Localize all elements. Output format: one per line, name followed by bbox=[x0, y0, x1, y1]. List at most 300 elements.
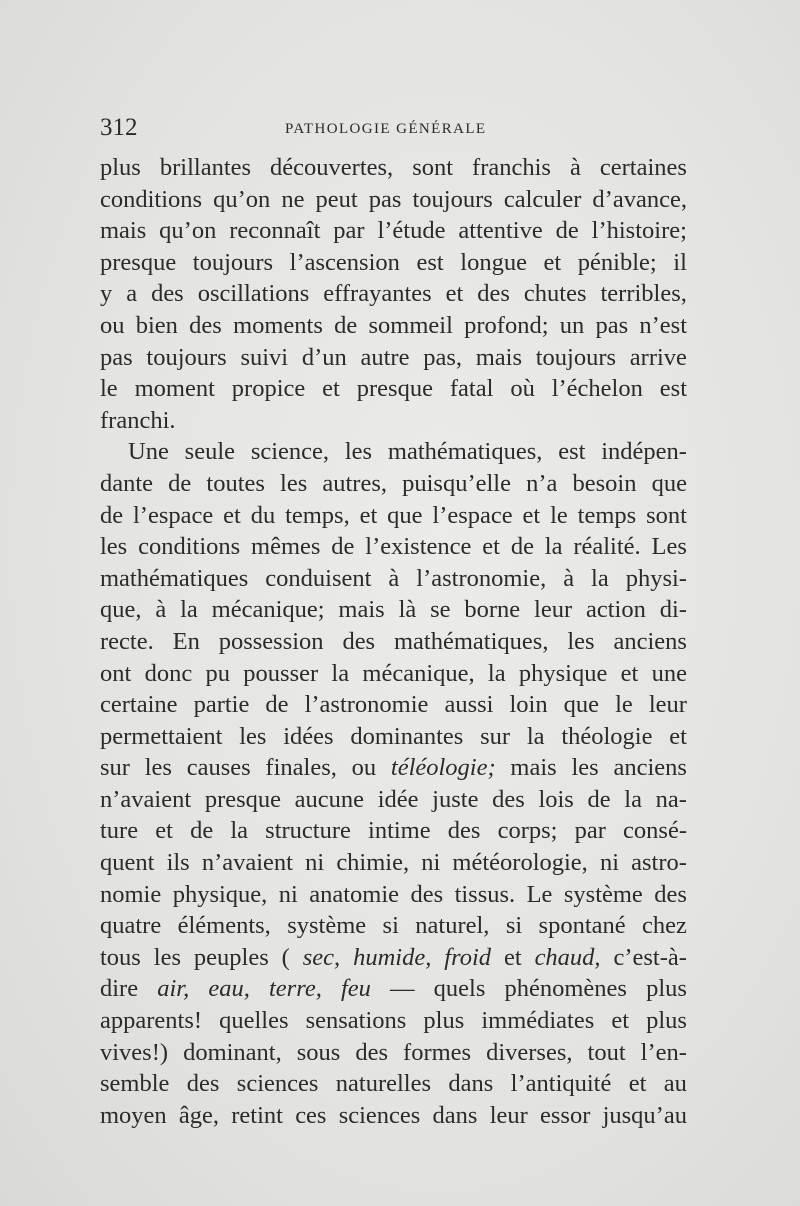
text-line bbox=[100, 752, 687, 784]
word: les bbox=[153, 943, 181, 971]
word: à bbox=[155, 596, 167, 624]
word: et bbox=[445, 280, 464, 308]
word: quent bbox=[100, 849, 155, 877]
word: physique, bbox=[172, 880, 268, 908]
word: ont bbox=[100, 659, 132, 687]
word: bien bbox=[135, 311, 178, 339]
word: franchi. bbox=[100, 406, 176, 434]
word: vives!) bbox=[100, 1038, 169, 1066]
word: besoin bbox=[572, 469, 637, 497]
word: profond; bbox=[464, 311, 549, 339]
text-line bbox=[100, 342, 687, 374]
word: leur bbox=[534, 596, 573, 624]
word: lois bbox=[538, 785, 574, 813]
word: suivi bbox=[240, 343, 289, 371]
text-line bbox=[100, 626, 687, 658]
word: essor bbox=[540, 1101, 591, 1129]
word: chimie, bbox=[336, 849, 410, 877]
word: par bbox=[574, 817, 606, 845]
word: spontané bbox=[538, 912, 626, 940]
word: le bbox=[615, 691, 633, 719]
word: physique bbox=[518, 659, 608, 687]
word: ou bbox=[100, 311, 125, 339]
word: temps bbox=[577, 501, 637, 529]
word: une bbox=[651, 659, 687, 687]
word: que bbox=[563, 691, 600, 719]
word: de bbox=[190, 817, 214, 845]
word: semble bbox=[100, 1070, 170, 1098]
word: ni bbox=[278, 880, 298, 908]
word: ni bbox=[305, 849, 325, 877]
text-line bbox=[100, 910, 687, 942]
word: un bbox=[559, 311, 585, 339]
text-line bbox=[100, 847, 687, 879]
word: loin bbox=[509, 691, 548, 719]
word: se bbox=[430, 596, 451, 624]
word: et bbox=[620, 659, 639, 687]
word: est bbox=[558, 438, 586, 466]
word: et bbox=[359, 501, 378, 529]
word: de bbox=[587, 785, 611, 813]
word: de bbox=[100, 501, 124, 529]
word: sur bbox=[100, 754, 130, 782]
word: autre bbox=[360, 343, 410, 371]
word: l’étude bbox=[377, 217, 446, 245]
word: les bbox=[239, 722, 267, 750]
word: structure bbox=[265, 817, 351, 845]
word: anciens bbox=[613, 627, 687, 655]
word: l’histoire; bbox=[591, 217, 687, 245]
word: plus bbox=[646, 975, 687, 1003]
word: ni bbox=[599, 849, 619, 877]
italic-word: froid bbox=[444, 943, 492, 971]
word: formes bbox=[403, 1038, 472, 1066]
text-line bbox=[100, 436, 687, 468]
word: finales, bbox=[265, 754, 337, 782]
word: si bbox=[382, 912, 399, 940]
word: des bbox=[654, 880, 687, 908]
word: théologie bbox=[561, 722, 653, 750]
text-line bbox=[100, 594, 687, 626]
word: des bbox=[151, 280, 184, 308]
word: presque bbox=[100, 248, 177, 276]
italic-word: humide, bbox=[353, 943, 432, 971]
word: pénible; bbox=[577, 248, 657, 276]
text-line bbox=[100, 1068, 687, 1100]
word: tout bbox=[587, 1038, 626, 1066]
word: a bbox=[126, 280, 138, 308]
word: et bbox=[522, 501, 541, 529]
word: oscillations bbox=[197, 280, 310, 308]
word: y bbox=[100, 280, 113, 308]
word: aussi bbox=[444, 691, 494, 719]
word: En bbox=[172, 627, 200, 655]
page-number: 312 bbox=[100, 114, 138, 141]
word: âge, bbox=[178, 1101, 220, 1129]
word: la bbox=[544, 533, 563, 561]
word: anciens bbox=[613, 754, 687, 782]
running-title: PATHOLOGIE GÉNÉRALE bbox=[285, 121, 487, 137]
word: chutes bbox=[523, 280, 587, 308]
word: borne bbox=[464, 596, 521, 624]
word: terribles, bbox=[600, 280, 687, 308]
word: de bbox=[555, 217, 579, 245]
word: qu’on bbox=[159, 217, 217, 245]
word: propice bbox=[231, 375, 306, 403]
italic-word: eau, bbox=[208, 975, 250, 1003]
word: où bbox=[510, 375, 535, 403]
word: l’existence bbox=[365, 533, 472, 561]
word: les bbox=[280, 469, 308, 497]
word: indépen- bbox=[601, 438, 687, 466]
word: des bbox=[447, 817, 481, 845]
word: causes bbox=[186, 754, 251, 782]
word: et bbox=[322, 375, 340, 403]
italic-word: sec, bbox=[302, 943, 341, 971]
text-line bbox=[100, 689, 687, 721]
word: la bbox=[331, 659, 350, 687]
word: l’échelon bbox=[551, 375, 643, 403]
word: pousser bbox=[243, 659, 319, 687]
word: sciences bbox=[338, 1101, 421, 1129]
word: plus bbox=[423, 1007, 465, 1035]
word: l’espace bbox=[133, 501, 214, 529]
italic-word: air, bbox=[157, 975, 190, 1003]
body-text bbox=[100, 152, 687, 1131]
word: physi- bbox=[625, 564, 687, 592]
word: mais bbox=[475, 343, 523, 371]
word: possession bbox=[218, 627, 324, 655]
word: ou bbox=[351, 754, 377, 782]
text-line bbox=[100, 373, 687, 405]
word: presque bbox=[204, 785, 282, 813]
word: astro- bbox=[631, 849, 687, 877]
word: moyen bbox=[100, 1101, 167, 1129]
word: aucune bbox=[294, 785, 365, 813]
word: pas, bbox=[423, 343, 462, 371]
text-line bbox=[100, 563, 687, 595]
italic-word: feu bbox=[340, 975, 371, 1003]
word: sciences bbox=[236, 1070, 319, 1098]
word: l’en- bbox=[640, 1038, 687, 1066]
word: na- bbox=[655, 785, 687, 813]
word: d’avance, bbox=[592, 185, 687, 213]
word: jusqu’au bbox=[602, 1101, 687, 1129]
word: d’un bbox=[301, 343, 347, 371]
word: mais bbox=[510, 754, 557, 782]
word: fatal bbox=[449, 375, 494, 403]
word: de bbox=[510, 533, 534, 561]
word: corps; bbox=[497, 817, 558, 845]
word: moment bbox=[134, 375, 215, 403]
text-line bbox=[100, 184, 687, 216]
word: anatomie bbox=[309, 880, 400, 908]
word: dante bbox=[100, 469, 154, 497]
word: que bbox=[387, 501, 423, 529]
word: l’antiquité bbox=[510, 1070, 612, 1098]
word: toujours bbox=[535, 343, 617, 371]
word: moments bbox=[233, 311, 323, 339]
word: calculer bbox=[503, 185, 582, 213]
word: attentive bbox=[458, 217, 543, 245]
word: pas bbox=[595, 311, 629, 339]
word: juste bbox=[432, 785, 479, 813]
word: idée bbox=[377, 785, 419, 813]
word: mécanique, bbox=[362, 659, 475, 687]
word: sur bbox=[480, 722, 511, 750]
word: n’avaient bbox=[100, 785, 192, 813]
word: sommeil bbox=[368, 311, 453, 339]
word: de bbox=[265, 691, 289, 719]
text-line bbox=[100, 1037, 687, 1069]
word: mais bbox=[100, 217, 147, 245]
word: dans bbox=[448, 1070, 494, 1098]
word: presque bbox=[356, 375, 433, 403]
word: la bbox=[230, 817, 249, 845]
word: retint bbox=[231, 1101, 283, 1129]
word: puisqu’elle bbox=[402, 469, 511, 497]
word: toutes bbox=[206, 469, 265, 497]
word: mathématiques bbox=[100, 564, 249, 592]
word: leur bbox=[489, 1101, 528, 1129]
word: quatre bbox=[100, 912, 162, 940]
word: ces bbox=[295, 1101, 327, 1129]
word: Le bbox=[526, 880, 553, 908]
text-line bbox=[100, 942, 687, 974]
word: des bbox=[189, 311, 222, 339]
word: système bbox=[287, 912, 367, 940]
text-line bbox=[100, 721, 687, 753]
word: et bbox=[223, 501, 241, 529]
word: la bbox=[591, 564, 609, 592]
word: du bbox=[250, 501, 276, 529]
italic-word: terre, bbox=[268, 975, 322, 1003]
text-line bbox=[100, 531, 687, 563]
word: mais bbox=[338, 596, 385, 624]
word: l’astronomie, bbox=[416, 564, 547, 592]
word: au bbox=[663, 1070, 687, 1098]
word: ture bbox=[100, 817, 139, 845]
word: mêmes bbox=[251, 533, 321, 561]
word: certaines bbox=[599, 154, 687, 181]
word: pu bbox=[205, 659, 230, 687]
word: dominantes bbox=[350, 722, 464, 750]
word: recte. bbox=[100, 627, 154, 655]
word: conduisent bbox=[265, 564, 372, 592]
word: et bbox=[482, 533, 500, 561]
word: que, bbox=[100, 596, 142, 624]
word: conditions bbox=[138, 533, 241, 561]
word: certaine bbox=[100, 691, 178, 719]
word: sous bbox=[296, 1038, 341, 1066]
word: — bbox=[390, 975, 415, 1003]
word: donc bbox=[144, 659, 193, 687]
word: ni bbox=[421, 849, 441, 877]
word: n’avaient bbox=[201, 849, 293, 877]
text-line bbox=[100, 468, 687, 500]
text-line bbox=[100, 815, 687, 847]
word: autres, bbox=[322, 469, 387, 497]
word: la bbox=[624, 785, 642, 813]
word: la bbox=[180, 596, 198, 624]
word: des bbox=[355, 1038, 389, 1066]
word: des bbox=[186, 1070, 220, 1098]
word: qu’on bbox=[213, 185, 271, 213]
word: les bbox=[144, 754, 172, 782]
word: mathématiques, bbox=[387, 438, 543, 466]
word: que bbox=[651, 469, 687, 497]
word: les bbox=[571, 754, 599, 782]
text-line bbox=[100, 310, 687, 342]
word: c’est-à- bbox=[613, 943, 687, 971]
word: là bbox=[398, 596, 417, 624]
word: longue bbox=[460, 248, 527, 276]
word: arrive bbox=[629, 343, 687, 371]
word: ils bbox=[166, 849, 190, 877]
word: temps, bbox=[285, 501, 350, 529]
word: et bbox=[155, 817, 173, 845]
italic-word: chaud, bbox=[534, 943, 601, 971]
word: apparents! bbox=[100, 1007, 203, 1035]
word: effrayantes bbox=[323, 280, 432, 308]
word: peuples bbox=[193, 943, 269, 971]
word: est bbox=[659, 375, 687, 403]
word: ( bbox=[281, 943, 290, 971]
text-line bbox=[100, 215, 687, 247]
word: est bbox=[416, 248, 444, 276]
word: toujours bbox=[192, 248, 274, 276]
word: et bbox=[669, 722, 687, 750]
word: seule bbox=[184, 438, 235, 466]
word: la bbox=[487, 659, 506, 687]
word: dire bbox=[100, 975, 139, 1003]
word: les bbox=[100, 533, 128, 561]
word: conditions bbox=[100, 185, 203, 213]
running-head bbox=[100, 114, 690, 144]
word: si bbox=[505, 912, 523, 940]
word: dominant, bbox=[183, 1038, 282, 1066]
text-line bbox=[100, 1100, 687, 1132]
word: les bbox=[344, 438, 373, 466]
word: diverses, bbox=[486, 1038, 573, 1066]
word: des bbox=[477, 280, 510, 308]
text-line bbox=[100, 658, 687, 690]
word: chez bbox=[642, 912, 687, 940]
text-line bbox=[100, 500, 687, 532]
word: l’ascension bbox=[289, 248, 400, 276]
word: consé- bbox=[623, 817, 687, 845]
word: et bbox=[628, 1070, 647, 1098]
text-line bbox=[100, 973, 687, 1005]
word: quels bbox=[433, 975, 486, 1003]
word: toujours bbox=[146, 343, 227, 371]
word: naturel, bbox=[415, 912, 490, 940]
word: éléments, bbox=[177, 912, 271, 940]
word: découvertes, bbox=[270, 154, 394, 181]
word: nomie bbox=[100, 880, 162, 908]
word: action bbox=[586, 596, 646, 624]
text-line bbox=[100, 152, 687, 184]
word: intime bbox=[368, 817, 431, 845]
text-line bbox=[100, 784, 687, 816]
word: la bbox=[526, 722, 545, 750]
word: à bbox=[563, 564, 575, 592]
word: reconnaît bbox=[229, 217, 321, 245]
text-line bbox=[100, 278, 687, 310]
word: pas bbox=[368, 185, 402, 213]
word: partie bbox=[193, 691, 250, 719]
word: peut bbox=[315, 185, 358, 213]
word: permettaient bbox=[100, 722, 223, 750]
word: tissus. bbox=[454, 880, 516, 908]
word: le bbox=[100, 375, 118, 403]
word: à bbox=[388, 564, 400, 592]
word: Une bbox=[128, 438, 169, 466]
word: à bbox=[569, 154, 581, 181]
word: science, bbox=[250, 438, 330, 466]
word: dans bbox=[432, 1101, 478, 1129]
word: sensations bbox=[305, 1007, 407, 1035]
word: toujours bbox=[412, 185, 493, 213]
word: leur bbox=[648, 691, 687, 719]
word: ne bbox=[281, 185, 305, 213]
word: sont bbox=[646, 501, 687, 529]
word: de bbox=[334, 311, 358, 339]
word: le bbox=[550, 501, 568, 529]
text-line bbox=[100, 879, 687, 911]
word: et bbox=[543, 248, 562, 276]
word: naturelles bbox=[335, 1070, 432, 1098]
word: n’a bbox=[526, 469, 558, 497]
text-line bbox=[100, 405, 687, 437]
word: de bbox=[168, 469, 192, 497]
word: système bbox=[563, 880, 643, 908]
word: tous bbox=[100, 943, 141, 971]
word: pas bbox=[100, 343, 133, 371]
word: des bbox=[410, 880, 444, 908]
word: l’astronomie bbox=[304, 691, 429, 719]
word: par bbox=[333, 217, 365, 245]
word: idées bbox=[283, 722, 334, 750]
word: et bbox=[611, 1007, 630, 1035]
word: sont bbox=[412, 154, 454, 181]
text-line bbox=[100, 1005, 687, 1037]
word: les bbox=[567, 627, 595, 655]
word: de bbox=[331, 533, 355, 561]
word: l’espace bbox=[432, 501, 513, 529]
word: brillantes bbox=[159, 154, 252, 181]
word: mathématiques, bbox=[394, 627, 549, 655]
word: plus bbox=[646, 1007, 687, 1035]
word: et bbox=[503, 943, 522, 971]
word: immédiates bbox=[481, 1007, 595, 1035]
word: réalité. bbox=[573, 533, 641, 561]
word: des bbox=[492, 785, 525, 813]
word: quelles bbox=[219, 1007, 289, 1035]
word: des bbox=[342, 627, 376, 655]
word: mécanique; bbox=[211, 596, 325, 624]
word: météorologie, bbox=[452, 849, 588, 877]
italic-word: téléologie; bbox=[390, 754, 496, 782]
word: n’est bbox=[639, 311, 687, 339]
word: di- bbox=[659, 596, 687, 624]
text-line bbox=[100, 247, 687, 279]
word: il bbox=[673, 248, 687, 276]
word: Les bbox=[651, 533, 687, 561]
word: plus bbox=[100, 154, 141, 181]
word: phénomènes bbox=[504, 975, 627, 1003]
word: franchis bbox=[472, 154, 551, 181]
